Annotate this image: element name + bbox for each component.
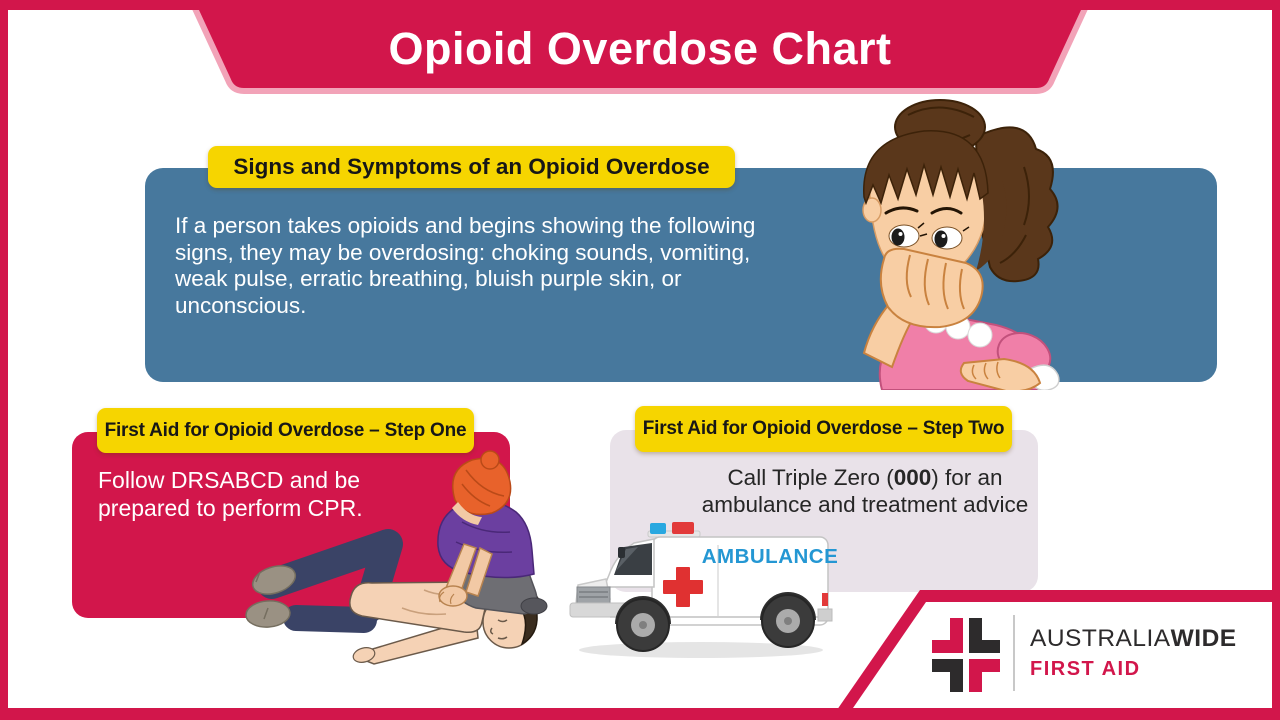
girl-covering-mouth-illustration [828, 97, 1066, 390]
step-one-text-line: prepared to perform CPR. [98, 495, 363, 521]
logo-text [1030, 627, 1237, 679]
signs-body-text [175, 213, 755, 319]
signs-text-line: weak pulse, erratic breathing, bluish purple skin, or [175, 266, 682, 291]
signs-badge: Signs and Symptoms of an Opioid Overdose [208, 146, 735, 188]
step-two-text-line: Call Triple Zero (000) for an [727, 465, 1003, 490]
step-one-text-line: Follow DRSABCD and be [98, 467, 361, 493]
frame-border-left [0, 0, 8, 720]
logo-brand: AUSTRALIAWIDE [1030, 625, 1237, 652]
frame-border-bottom [0, 708, 1280, 720]
step-two-text-line: ambulance and treatment advice [701, 492, 1029, 517]
triple-zero-number: 000 [893, 465, 932, 490]
step-two-badge: First Aid for Opioid Overdose – Step Two [635, 406, 1012, 452]
signs-text-line: signs, they may be overdosing: choking sounds, vomiting, [175, 239, 751, 265]
page-title: Opioid Overdose Chart [388, 23, 892, 74]
step-one-badge: First Aid for Opioid Overdose – Step One [97, 408, 474, 453]
step-two-body-text [700, 464, 1030, 518]
cpr-illustration [224, 450, 556, 686]
signs-text-line: If a person takes opioids and begins showing the following [175, 213, 756, 238]
frame-border-right [1272, 0, 1280, 720]
logo-tagline: FIRST AID [1030, 657, 1141, 680]
signs-text-line: unconscious. [175, 292, 307, 318]
frame-border-top [0, 0, 1280, 10]
ambulance-illustration [566, 517, 838, 663]
ambulance-label: AMBULANCE [701, 545, 838, 568]
